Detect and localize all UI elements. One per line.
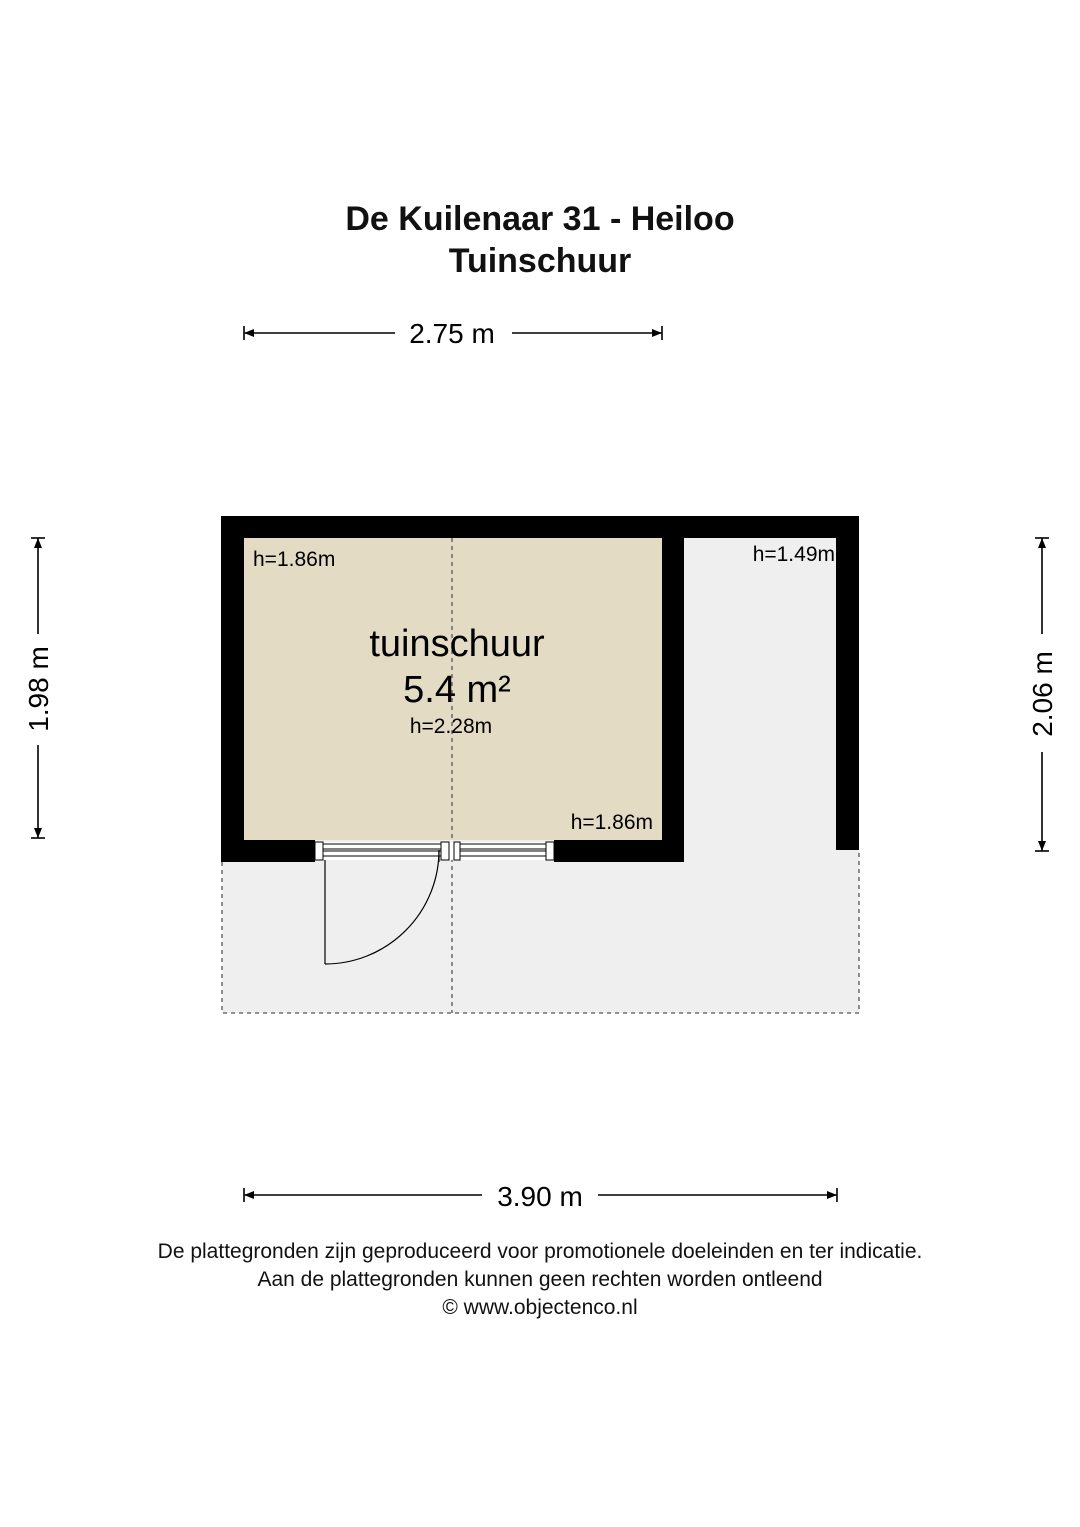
disclaimer-line-1: De plattegronden zijn geproduceerd voor promotionele doeleinden en ter indicatie. xyxy=(157,1240,923,1263)
plan-title: De Kuilenaar 31 - Heiloo xyxy=(345,200,735,238)
dimension-left-label: 1.98 m xyxy=(23,646,54,732)
dimension-left xyxy=(23,538,54,838)
dimension-bottom xyxy=(244,1181,837,1212)
disclaimer-line-2: Aan de plattegronden kunnen geen rechten worden ontleend xyxy=(257,1268,823,1291)
room-name: tuinschuur xyxy=(369,623,545,665)
door-frame xyxy=(315,842,554,860)
dimension-right xyxy=(1027,538,1058,851)
dimension-right-label: 2.06 m xyxy=(1027,651,1058,737)
room-area: 5.4 m² xyxy=(403,669,511,711)
copyright-link[interactable]: © www.objectenco.nl xyxy=(442,1296,638,1319)
dimension-top-label: 2.75 m xyxy=(409,318,495,349)
room-height-top-left: h=1.86m xyxy=(253,548,336,571)
room-height-center: h=2.28m xyxy=(409,715,493,738)
plan-subtitle: Tuinschuur xyxy=(448,242,632,280)
annex-height: h=1.49m xyxy=(752,543,835,566)
room-height-bottom-right: h=1.86m xyxy=(570,811,653,834)
dimension-bottom-label: 3.90 m xyxy=(497,1181,583,1212)
dimension-top xyxy=(244,318,662,349)
